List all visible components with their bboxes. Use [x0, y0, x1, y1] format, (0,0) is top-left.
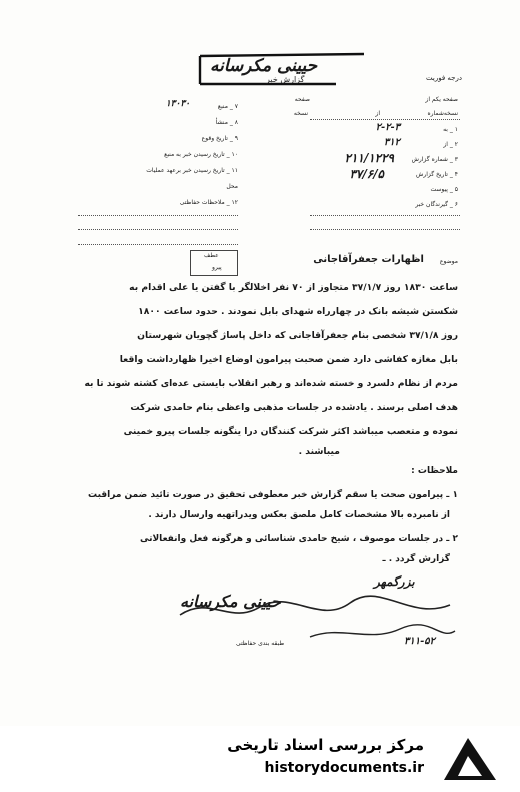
subject-value: اظهارات جعفرآقاجانی	[313, 254, 424, 265]
attach-sub: پیرو	[212, 264, 222, 271]
field-report-date-value: ۳۷/۶/۵	[349, 167, 384, 181]
footer-code: ۳۱۱-۵۲	[404, 636, 436, 647]
field-report-number-value: ۲۱۱/۱۲۲۹	[344, 151, 394, 165]
body-line: مردم از نظام دلسرد و خسته شده‌اند و رهبر انقلاب بایستی عده‌ای کشته شوند تا به	[84, 378, 458, 389]
body-line: شکستن شیشه بانک در چهارراه شهدای بابل نمودند . حدود ساعت ۱۸۰۰	[138, 306, 458, 317]
field-from-label: ۲ _ از	[443, 141, 458, 148]
body-line: ساعت ۱۸۳۰ روز ۳۷/۱/۷ متجاوز از ۷۰ نفر اخلالگر با گفتن یا علی اقدام به	[129, 282, 458, 293]
attach-box	[190, 250, 238, 276]
handwritten-stamp	[196, 50, 368, 88]
field-to-value: ۲-۲-۳	[375, 122, 400, 133]
body-line: نموده و متعصب میباشد اکثر شرکت کنندگان درا ینگونه جلسات پیرو خمینی	[123, 426, 458, 437]
field-to-label: ۱ _ به	[443, 126, 458, 133]
watermark-title: مرکز بررسی اسناد تاریخی	[227, 736, 424, 754]
field-recipients-label: ۶ _ گیرندگان خبر	[415, 201, 458, 208]
subject-label: موضوع	[439, 258, 458, 265]
classification-label: درجه فوریت	[426, 74, 462, 82]
stamp-handwriting: حیینی مکرسانه	[210, 56, 318, 76]
page-from-label: صفحه یکم از	[425, 96, 458, 103]
watermark-url: historydocuments.ir	[264, 760, 424, 776]
note-line: ۱ ـ پیرامون صحت یا سقم گزارش خبر معطوفی تحقیق در صورت تائید ضمن مراقبت	[88, 490, 458, 500]
watermark-banner	[0, 726, 520, 792]
classification-footer: طبقه بندی حفاظتی	[236, 640, 285, 647]
field-source-arrival-label: ۱۰ _ تاریخ رسیدن خبر به منبع	[164, 151, 238, 158]
body-line: روز ۳۷/۱/۸ شخصی بنام جعفرآقاجانی که داخل پاساژ گچویان شهرستان	[137, 330, 458, 341]
note-line: گزارش گردد . ـ	[382, 554, 450, 564]
stamp-subtitle: گزارش خبر	[266, 75, 305, 84]
signature-handwriting: حیینی مکرسانه	[180, 592, 281, 611]
field-report-number-label: ۳ _ شماره گزارش	[411, 156, 458, 163]
field-operations-arrival-label: ۱۱ _ تاریخ رسیدن خبر برعهد عملیات	[146, 167, 238, 174]
copy-from-label: از	[375, 110, 380, 117]
signature-scribble: بزرگمهر	[374, 575, 415, 589]
page-word: صفحه	[294, 96, 310, 103]
field-source-value: ۱۳۰۳۰	[165, 99, 190, 109]
field-report-date-label: ۴ _ تاریخ گزارش	[416, 171, 458, 178]
field-origin-label: ۸ _ منشأ	[215, 119, 238, 126]
note-line: از نامبرده بالا مشخصات کامل ملصق بعکس ویدراتهیه وارسال دارند .	[148, 510, 450, 520]
body-line: میباشند .	[298, 446, 340, 457]
copy-number-label: نسخه‌شماره	[427, 110, 458, 117]
field-location-label: محل	[226, 183, 238, 190]
field-attachment-label: ۵ _ پیوست	[430, 186, 458, 193]
note-line: ۲ ـ در جلسات موصوف ، شیخ حامدی شناسائی و هرگونه فعل وانفعالاتی	[140, 534, 458, 544]
field-source-label: ۷ _ منبع	[217, 103, 238, 110]
field-from-value: ۳۱۲	[383, 137, 400, 148]
field-protection-notes-label: ۱۲ _ ملاحظات حفاظتی	[179, 199, 238, 206]
notes-heading: ملاحظات :	[411, 466, 458, 476]
body-line: هدف اصلی برسند . یادشده در جلسات مذهبی واعظی بنام حامدی شرکت	[130, 402, 458, 413]
copy-word: نسخه	[293, 110, 308, 117]
attach-label: عطف	[204, 252, 219, 259]
archive-logo-icon	[438, 732, 502, 786]
body-line: بابل مغازه کفاشی دارد ضمن صحبت پیرامون اوضاع اخیرا ظهارداشت واقعا	[119, 354, 458, 365]
field-occurrence-date-label: ۹ _ تاریخ وقوع	[201, 135, 238, 142]
